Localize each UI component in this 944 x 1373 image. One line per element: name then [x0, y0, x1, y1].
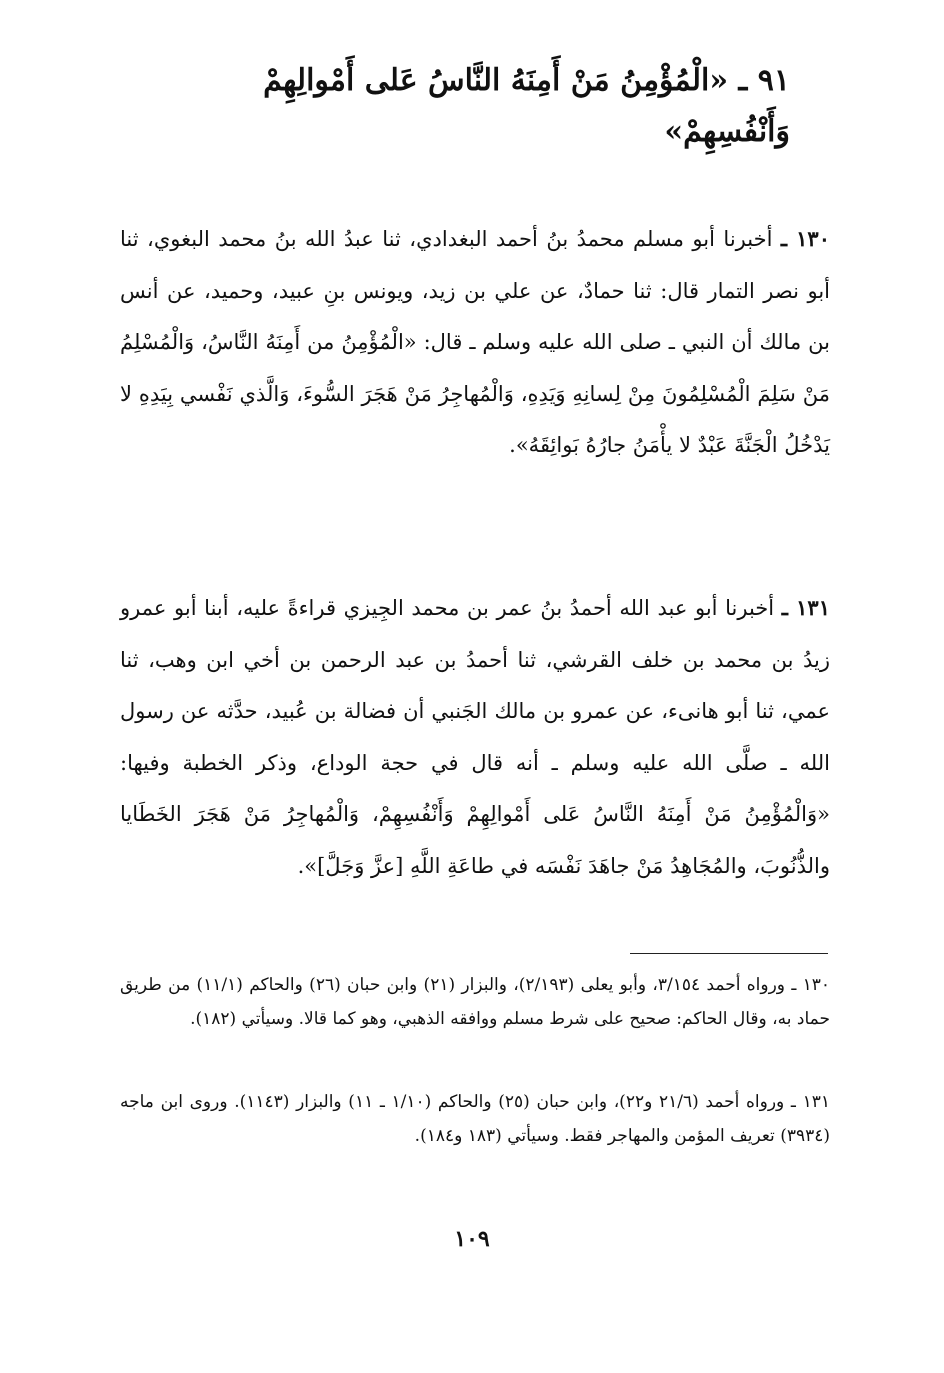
footnote-130: ١٣٠ ـ ورواه أحمد ٣/١٥٤، وأبو يعلى (٢/١٩٣)، والبزار (٢١) وابن حبان (٢٦) والحاكم (١١/١) من طريق حماد به، وقال الحاكم: صحيح على شرط مسلم ووافقه الذهبي، وهو كما قالا. وسيأتي (١٨٢).: [120, 975, 831, 1029]
footnote-131: ١٣١ ـ ورواه أحمد (٢١/٦ و٢٢)، وابن حبان (٢٥) والحاكم (١/١٠ ـ ١١) والبزار (١١٤٣). وروى ابن ماجه (٣٩٣٤) تعريف المؤمن والمهاجر فقط. وسيأتي (١٨٣ و١٨٤).: [120, 1092, 830, 1146]
hadith-text: أخبرنا أبو مسلم محمدُ بنُ أحمد البغدادي، ثنا عبدُ الله بنُ محمد البغوي، ثنا أبو نصر التمار قال: ثنا حمادٌ، عن علي بن زيد، ويونس بنِ عبيد، وحميد، عن أنس بن مالك أن النبي ـ صلى الله عليه وسلم ـ قال: «الْمُؤْمِنُ من أَمِنَهُ النَّاسُ، وَالْمُسْلِمُ مَنْ سَلِمَ الْمُسْلِمُونَ مِنْ لِسانِهِ وَيَدِهِ، وَالْمُهاجِرُ مَنْ هَجَرَ السُّوءَ، وَالَّذي نَفْسي بِيَدِهِ لا يَدْخُلُ الْجَنَّةَ عَبْدٌ لا يأْمَنُ جارُهُ بَوائِقَهُ».: [120, 227, 830, 457]
hadith-130: [120, 213, 830, 472]
hadith-text: أخبرنا أبو عبد الله أحمدُ بنُ عمر بن محمد الجِيزي قراءةً عليه، أبنا أبو عمرو زيدُ بن محمد بن خلف القرشي، ثنا أحمدُ بن عبد الرحمن بن أخي ابن وهب، ثنا عمي، ثنا أبو هانىء، عن عمرو بن مالك الجَنبي أن فضالة بن عُبيد، حدَّثه عن رسول الله ـ صلَّى الله عليه وسلم ـ أنه قال في حجة الوداع، وذكر الخطبة وفيها: «وَالْمُؤْمِنُ مَنْ أَمِنَهُ النَّاسُ عَلى أَمْوالِهِمْ وَأَنْفُسِهِمْ، وَالْمُهاجِرُ مَنْ هَجَرَ الخَطَايا والذُّنُوبَ، والمُجَاهِدُ مَنْ جاهَدَ نَفْسَه في طاعَةِ اللَّهِ [عزَّ وَجَلَّ]».: [120, 596, 830, 878]
footnote-divider: [630, 953, 828, 954]
hadith-131: [120, 582, 830, 892]
hadith-number: ١٣١ ـ: [781, 595, 830, 620]
chapter-title: ٩١ ـ «الْمُؤْمِنُ مَنْ أَمِنَهُ النَّاسُ عَلى أَمْوالِهِمْ وَأَنْفُسِهِمْ»: [263, 63, 790, 149]
hadith-number: ١٣٠ ـ: [780, 226, 830, 251]
page-number: ١٠٩: [454, 1226, 490, 1252]
